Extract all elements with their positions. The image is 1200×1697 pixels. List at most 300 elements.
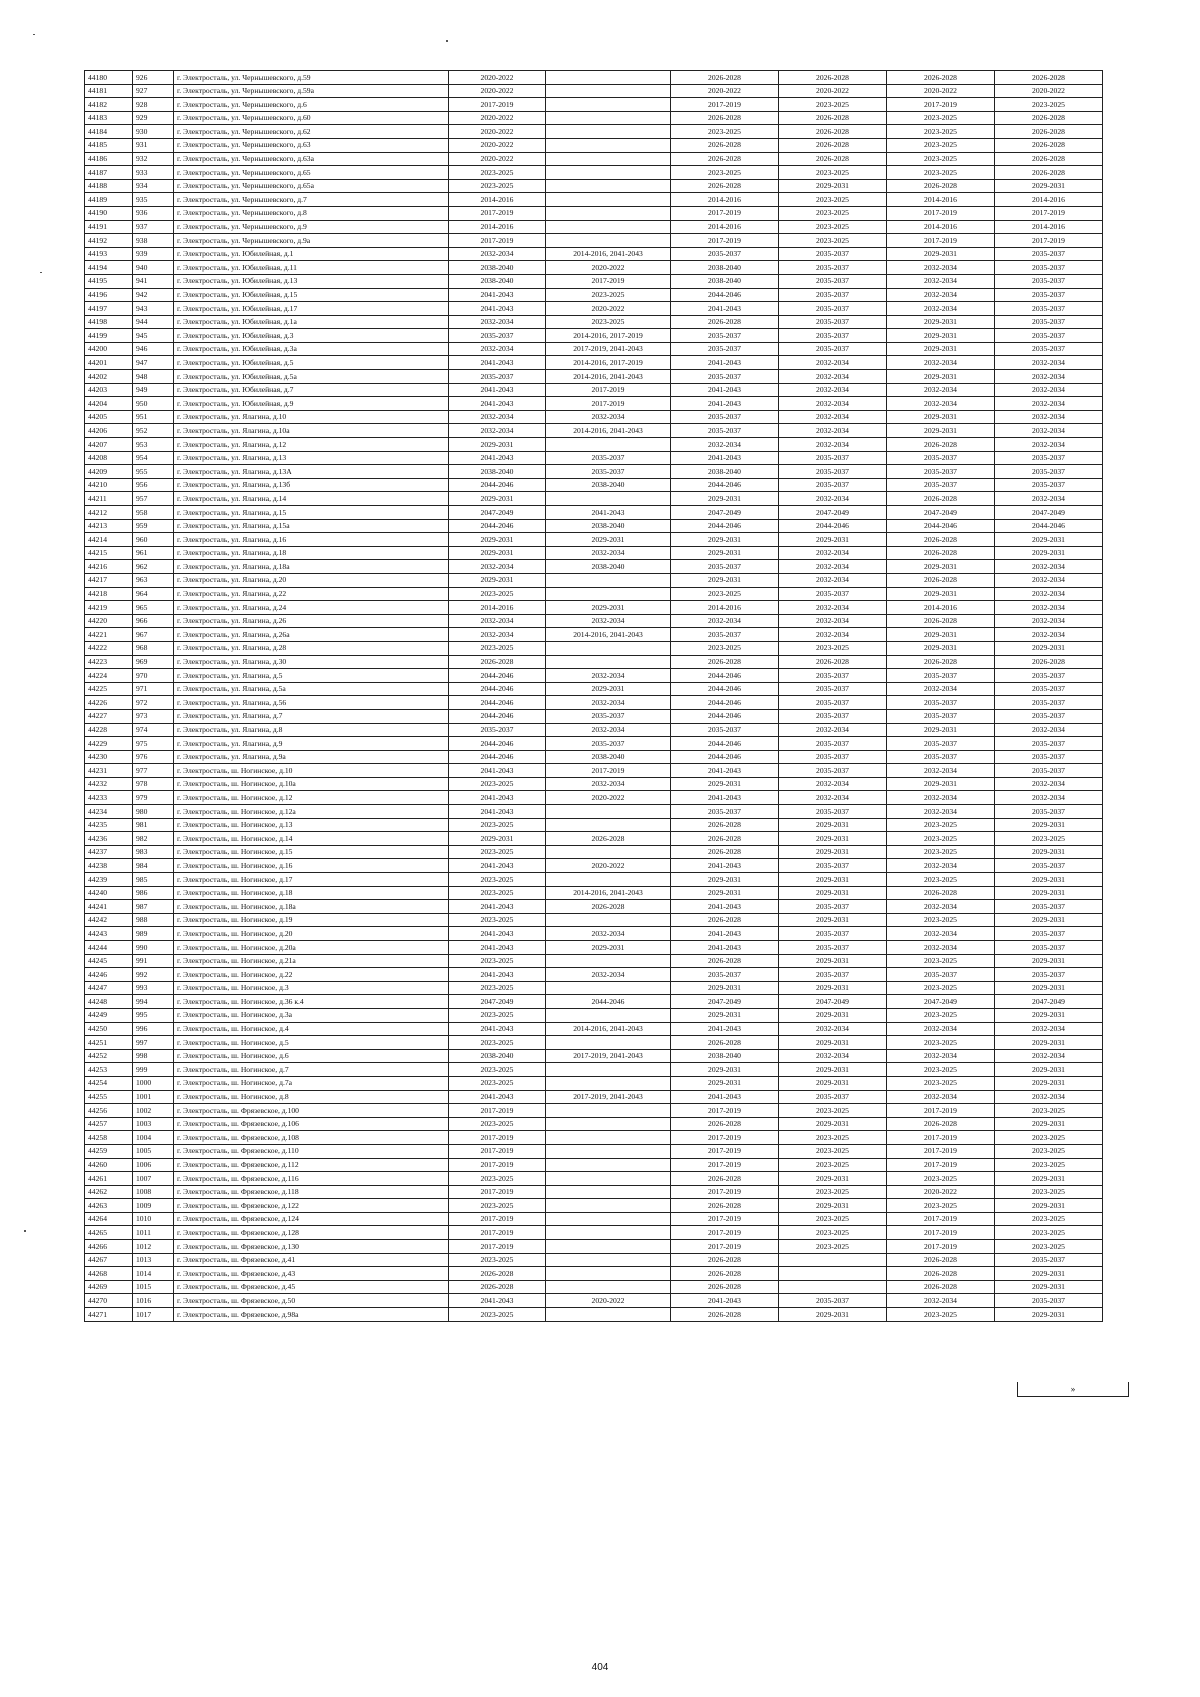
period-2-cell: 2020-2022 bbox=[546, 302, 671, 316]
period-2-cell: 2026-2028 bbox=[546, 900, 671, 914]
period-6-cell: 2029-2031 bbox=[995, 641, 1103, 655]
record-id-cell: 44207 bbox=[85, 438, 133, 452]
period-6-cell: 2026-2028 bbox=[995, 166, 1103, 180]
table-row bbox=[85, 397, 1103, 411]
period-3-cell: 2017-2019 bbox=[671, 1212, 779, 1226]
record-id-cell: 44233 bbox=[85, 791, 133, 805]
record-id-cell: 44255 bbox=[85, 1090, 133, 1104]
record-id-cell: 44224 bbox=[85, 669, 133, 683]
table-row bbox=[85, 383, 1103, 397]
period-1-cell: 2041-2043 bbox=[449, 941, 546, 955]
period-2-cell: 2020-2022 bbox=[546, 261, 671, 275]
row-number-cell: 939 bbox=[133, 247, 174, 261]
table-row bbox=[85, 723, 1103, 737]
period-6-cell: 2026-2028 bbox=[995, 111, 1103, 125]
period-5-cell: 2026-2028 bbox=[887, 1117, 995, 1131]
period-5-cell: 2032-2034 bbox=[887, 356, 995, 370]
period-5-cell: 2032-2034 bbox=[887, 1294, 995, 1308]
row-number-cell: 1005 bbox=[133, 1144, 174, 1158]
row-number-cell: 985 bbox=[133, 873, 174, 887]
period-6-cell: 2023-2025 bbox=[995, 1144, 1103, 1158]
period-1-cell: 2041-2043 bbox=[449, 900, 546, 914]
period-2-cell: 2035-2037 bbox=[546, 451, 671, 465]
period-1-cell: 2032-2034 bbox=[449, 424, 546, 438]
period-1-cell: 2017-2019 bbox=[449, 1131, 546, 1145]
period-1-cell: 2041-2043 bbox=[449, 397, 546, 411]
period-6-cell: 2035-2037 bbox=[995, 288, 1103, 302]
table-row bbox=[85, 519, 1103, 533]
period-3-cell: 2029-2031 bbox=[671, 873, 779, 887]
period-3-cell: 2044-2046 bbox=[671, 519, 779, 533]
address-cell: г. Электросталь, ул. Юбилейная, д.5 bbox=[174, 356, 449, 370]
period-4-cell: 2023-2025 bbox=[779, 1158, 887, 1172]
period-5-cell: 2035-2037 bbox=[887, 669, 995, 683]
address-cell: г. Электросталь, ул. Чернышевского, д.7 bbox=[174, 193, 449, 207]
period-4-cell: 2035-2037 bbox=[779, 737, 887, 751]
period-2-cell: 2014-2016, 2017-2019 bbox=[546, 329, 671, 343]
period-6-cell: 2029-2031 bbox=[995, 886, 1103, 900]
period-6-cell: 2023-2025 bbox=[995, 98, 1103, 112]
period-4-cell: 2032-2034 bbox=[779, 356, 887, 370]
record-id-cell: 44214 bbox=[85, 533, 133, 547]
period-1-cell: 2023-2025 bbox=[449, 1063, 546, 1077]
period-1-cell: 2041-2043 bbox=[449, 288, 546, 302]
record-id-cell: 44218 bbox=[85, 587, 133, 601]
row-number-cell: 984 bbox=[133, 859, 174, 873]
record-id-cell: 44184 bbox=[85, 125, 133, 139]
period-3-cell: 2026-2028 bbox=[671, 1117, 779, 1131]
period-4-cell: 2035-2037 bbox=[779, 288, 887, 302]
row-number-cell: 959 bbox=[133, 519, 174, 533]
period-1-cell: 2014-2016 bbox=[449, 220, 546, 234]
period-5-cell: 2023-2025 bbox=[887, 138, 995, 152]
period-5-cell: 2032-2034 bbox=[887, 859, 995, 873]
record-id-cell: 44253 bbox=[85, 1063, 133, 1077]
row-number-cell: 948 bbox=[133, 370, 174, 384]
period-3-cell: 2044-2046 bbox=[671, 288, 779, 302]
address-cell: г. Электросталь, ул. Ялагина, д.10а bbox=[174, 424, 449, 438]
period-4-cell: 2032-2034 bbox=[779, 791, 887, 805]
period-2-cell: 2035-2037 bbox=[546, 709, 671, 723]
period-1-cell: 2041-2043 bbox=[449, 791, 546, 805]
period-1-cell: 2032-2034 bbox=[449, 628, 546, 642]
period-1-cell: 2032-2034 bbox=[449, 614, 546, 628]
period-5-cell: 2029-2031 bbox=[887, 628, 995, 642]
period-3-cell: 2044-2046 bbox=[671, 696, 779, 710]
period-6-cell: 2032-2034 bbox=[995, 587, 1103, 601]
period-1-cell: 2026-2028 bbox=[449, 655, 546, 669]
period-5-cell: 2032-2034 bbox=[887, 397, 995, 411]
period-1-cell: 2023-2025 bbox=[449, 954, 546, 968]
period-4-cell: 2035-2037 bbox=[779, 274, 887, 288]
table-row bbox=[85, 1172, 1103, 1186]
period-2-cell bbox=[546, 84, 671, 98]
address-cell: г. Электросталь, ул. Ялагина, д.8 bbox=[174, 723, 449, 737]
period-1-cell: 2035-2037 bbox=[449, 329, 546, 343]
period-6-cell: 2017-2019 bbox=[995, 234, 1103, 248]
period-2-cell: 2020-2022 bbox=[546, 791, 671, 805]
period-3-cell: 2029-2031 bbox=[671, 981, 779, 995]
period-6-cell: 2026-2028 bbox=[995, 125, 1103, 139]
row-number-cell: 1016 bbox=[133, 1294, 174, 1308]
period-2-cell bbox=[546, 1131, 671, 1145]
period-4-cell: 2029-2031 bbox=[779, 179, 887, 193]
record-id-cell: 44191 bbox=[85, 220, 133, 234]
address-cell: г. Электросталь, ш. Ногинское, д.10а bbox=[174, 777, 449, 791]
period-2-cell bbox=[546, 98, 671, 112]
table-row bbox=[85, 818, 1103, 832]
row-number-cell: 932 bbox=[133, 152, 174, 166]
period-4-cell: 2026-2028 bbox=[779, 71, 887, 85]
period-4-cell: 2029-2031 bbox=[779, 1199, 887, 1213]
period-3-cell: 2029-2031 bbox=[671, 533, 779, 547]
period-4-cell: 2029-2031 bbox=[779, 533, 887, 547]
period-1-cell: 2032-2034 bbox=[449, 247, 546, 261]
period-6-cell: 2029-2031 bbox=[995, 954, 1103, 968]
row-number-cell: 934 bbox=[133, 179, 174, 193]
period-3-cell: 2029-2031 bbox=[671, 573, 779, 587]
period-6-cell: 2023-2025 bbox=[995, 1185, 1103, 1199]
period-3-cell: 2026-2028 bbox=[671, 954, 779, 968]
period-1-cell: 2023-2025 bbox=[449, 1172, 546, 1186]
period-3-cell: 2044-2046 bbox=[671, 478, 779, 492]
closing-quote-mark: » bbox=[1017, 1382, 1129, 1397]
period-1-cell: 2041-2043 bbox=[449, 859, 546, 873]
row-number-cell: 955 bbox=[133, 465, 174, 479]
period-4-cell: 2023-2025 bbox=[779, 98, 887, 112]
table-row bbox=[85, 71, 1103, 85]
period-1-cell: 2023-2025 bbox=[449, 166, 546, 180]
record-id-cell: 44251 bbox=[85, 1036, 133, 1050]
period-1-cell: 2044-2046 bbox=[449, 750, 546, 764]
address-cell: г. Электросталь, ш. Фрязевское, д.100 bbox=[174, 1104, 449, 1118]
period-5-cell: 2026-2028 bbox=[887, 438, 995, 452]
table-row bbox=[85, 777, 1103, 791]
row-number-cell: 950 bbox=[133, 397, 174, 411]
record-id-cell: 44231 bbox=[85, 764, 133, 778]
period-4-cell: 2035-2037 bbox=[779, 941, 887, 955]
period-2-cell: 2014-2016, 2041-2043 bbox=[546, 1022, 671, 1036]
table-row bbox=[85, 696, 1103, 710]
page-number: 404 bbox=[591, 1662, 609, 1673]
period-6-cell: 2029-2031 bbox=[995, 533, 1103, 547]
period-4-cell: 2035-2037 bbox=[779, 927, 887, 941]
period-4-cell bbox=[779, 1267, 887, 1281]
record-id-cell: 44206 bbox=[85, 424, 133, 438]
period-2-cell bbox=[546, 1199, 671, 1213]
period-2-cell bbox=[546, 1036, 671, 1050]
record-id-cell: 44185 bbox=[85, 138, 133, 152]
period-3-cell: 2026-2028 bbox=[671, 1308, 779, 1322]
period-3-cell: 2017-2019 bbox=[671, 1226, 779, 1240]
period-4-cell: 2029-2031 bbox=[779, 845, 887, 859]
address-cell: г. Электросталь, ш. Ногинское, д.12а bbox=[174, 805, 449, 819]
table-row bbox=[85, 234, 1103, 248]
period-1-cell: 2044-2046 bbox=[449, 696, 546, 710]
period-4-cell: 2023-2025 bbox=[779, 1104, 887, 1118]
address-cell: г. Электросталь, ш. Ногинское, д.16 bbox=[174, 859, 449, 873]
period-6-cell: 2029-2031 bbox=[995, 913, 1103, 927]
period-3-cell: 2020-2022 bbox=[671, 84, 779, 98]
period-6-cell: 2032-2034 bbox=[995, 614, 1103, 628]
table-row bbox=[85, 438, 1103, 452]
period-1-cell: 2041-2043 bbox=[449, 968, 546, 982]
table-row bbox=[85, 981, 1103, 995]
period-5-cell: 2023-2025 bbox=[887, 111, 995, 125]
record-id-cell: 44197 bbox=[85, 302, 133, 316]
period-4-cell: 2035-2037 bbox=[779, 805, 887, 819]
address-cell: г. Электросталь, ул. Чернышевского, д.63 bbox=[174, 138, 449, 152]
period-6-cell: 2035-2037 bbox=[995, 1253, 1103, 1267]
table-row bbox=[85, 641, 1103, 655]
address-cell: г. Электросталь, ул. Чернышевского, д.8 bbox=[174, 206, 449, 220]
period-6-cell: 2035-2037 bbox=[995, 750, 1103, 764]
period-3-cell: 2044-2046 bbox=[671, 669, 779, 683]
period-2-cell: 2017-2019, 2041-2043 bbox=[546, 342, 671, 356]
address-cell: г. Электросталь, ул. Ялагина, д.5а bbox=[174, 682, 449, 696]
period-6-cell: 2029-2031 bbox=[995, 1063, 1103, 1077]
address-cell: г. Электросталь, ш. Ногинское, д.18а bbox=[174, 900, 449, 914]
table-row bbox=[85, 995, 1103, 1009]
record-id-cell: 44250 bbox=[85, 1022, 133, 1036]
period-2-cell: 2029-2031 bbox=[546, 941, 671, 955]
scan-speck bbox=[24, 1230, 26, 1232]
period-6-cell: 2032-2034 bbox=[995, 723, 1103, 737]
table-row bbox=[85, 84, 1103, 98]
period-1-cell: 2023-2025 bbox=[449, 873, 546, 887]
table-row bbox=[85, 1144, 1103, 1158]
period-1-cell: 2035-2037 bbox=[449, 370, 546, 384]
address-cell: г. Электросталь, ш. Фрязевское, д.106 bbox=[174, 1117, 449, 1131]
address-cell: г. Электросталь, ул. Юбилейная, д.15 bbox=[174, 288, 449, 302]
period-4-cell: 2035-2037 bbox=[779, 329, 887, 343]
address-cell: г. Электросталь, ул. Ялагина, д.20 bbox=[174, 573, 449, 587]
period-4-cell: 2047-2049 bbox=[779, 506, 887, 520]
period-6-cell: 2029-2031 bbox=[995, 1008, 1103, 1022]
row-number-cell: 1003 bbox=[133, 1117, 174, 1131]
table-row bbox=[85, 587, 1103, 601]
row-number-cell: 952 bbox=[133, 424, 174, 438]
row-number-cell: 989 bbox=[133, 927, 174, 941]
table-row bbox=[85, 138, 1103, 152]
record-id-cell: 44180 bbox=[85, 71, 133, 85]
period-6-cell: 2035-2037 bbox=[995, 478, 1103, 492]
table-row bbox=[85, 1022, 1103, 1036]
address-cell: г. Электросталь, ул. Ялагина, д.9а bbox=[174, 750, 449, 764]
period-1-cell: 2044-2046 bbox=[449, 519, 546, 533]
row-number-cell: 987 bbox=[133, 900, 174, 914]
address-cell: г. Электросталь, ш. Ногинское, д.13 bbox=[174, 818, 449, 832]
table-row bbox=[85, 465, 1103, 479]
row-number-cell: 1011 bbox=[133, 1226, 174, 1240]
period-2-cell: 2020-2022 bbox=[546, 1294, 671, 1308]
period-5-cell: 2032-2034 bbox=[887, 764, 995, 778]
row-number-cell: 980 bbox=[133, 805, 174, 819]
period-1-cell: 2014-2016 bbox=[449, 193, 546, 207]
period-2-cell bbox=[546, 873, 671, 887]
address-cell: г. Электросталь, ш. Фрязевское, д.110 bbox=[174, 1144, 449, 1158]
period-4-cell: 2023-2025 bbox=[779, 1226, 887, 1240]
period-3-cell: 2017-2019 bbox=[671, 1131, 779, 1145]
table-row bbox=[85, 1267, 1103, 1281]
record-id-cell: 44199 bbox=[85, 329, 133, 343]
period-5-cell: 2017-2019 bbox=[887, 98, 995, 112]
record-id-cell: 44262 bbox=[85, 1185, 133, 1199]
period-2-cell bbox=[546, 1172, 671, 1186]
period-6-cell: 2035-2037 bbox=[995, 682, 1103, 696]
record-id-cell: 44259 bbox=[85, 1144, 133, 1158]
table-row bbox=[85, 506, 1103, 520]
table-row bbox=[85, 886, 1103, 900]
address-cell: г. Электросталь, ш. Фрязевское, д.128 bbox=[174, 1226, 449, 1240]
table-row bbox=[85, 1308, 1103, 1322]
row-number-cell: 1012 bbox=[133, 1240, 174, 1254]
record-id-cell: 44252 bbox=[85, 1049, 133, 1063]
period-3-cell: 2026-2028 bbox=[671, 845, 779, 859]
period-2-cell bbox=[546, 1104, 671, 1118]
record-id-cell: 44203 bbox=[85, 383, 133, 397]
table-row bbox=[85, 261, 1103, 275]
record-id-cell: 44198 bbox=[85, 315, 133, 329]
period-2-cell bbox=[546, 1008, 671, 1022]
scan-speck bbox=[40, 272, 42, 273]
period-1-cell: 2017-2019 bbox=[449, 1185, 546, 1199]
period-2-cell: 2038-2040 bbox=[546, 750, 671, 764]
period-5-cell: 2032-2034 bbox=[887, 791, 995, 805]
table-row bbox=[85, 737, 1103, 751]
period-2-cell: 2032-2034 bbox=[546, 614, 671, 628]
row-number-cell: 975 bbox=[133, 737, 174, 751]
period-1-cell: 2041-2043 bbox=[449, 805, 546, 819]
period-1-cell: 2020-2022 bbox=[449, 152, 546, 166]
period-4-cell: 2032-2034 bbox=[779, 546, 887, 560]
period-1-cell: 2023-2025 bbox=[449, 1308, 546, 1322]
period-1-cell: 2038-2040 bbox=[449, 1049, 546, 1063]
record-id-cell: 44181 bbox=[85, 84, 133, 98]
period-2-cell bbox=[546, 125, 671, 139]
period-1-cell: 2023-2025 bbox=[449, 1253, 546, 1267]
housing-register-table bbox=[84, 70, 1103, 1322]
period-3-cell: 2026-2028 bbox=[671, 111, 779, 125]
period-6-cell: 2029-2031 bbox=[995, 1308, 1103, 1322]
row-number-cell: 953 bbox=[133, 438, 174, 452]
row-number-cell: 1006 bbox=[133, 1158, 174, 1172]
record-id-cell: 44268 bbox=[85, 1267, 133, 1281]
period-2-cell bbox=[546, 1144, 671, 1158]
table-row bbox=[85, 451, 1103, 465]
period-4-cell: 2029-2031 bbox=[779, 913, 887, 927]
address-cell: г. Электросталь, ул. Ялагина, д.56 bbox=[174, 696, 449, 710]
period-6-cell: 2029-2031 bbox=[995, 1267, 1103, 1281]
address-cell: г. Электросталь, ул. Ялагина, д.26а bbox=[174, 628, 449, 642]
record-id-cell: 44227 bbox=[85, 709, 133, 723]
table-row bbox=[85, 1199, 1103, 1213]
address-cell: г. Электросталь, ш. Ногинское, д.7а bbox=[174, 1076, 449, 1090]
address-cell: г. Электросталь, ул. Ялагина, д.18 bbox=[174, 546, 449, 560]
period-2-cell bbox=[546, 1226, 671, 1240]
record-id-cell: 44210 bbox=[85, 478, 133, 492]
period-4-cell: 2026-2028 bbox=[779, 111, 887, 125]
period-1-cell: 2029-2031 bbox=[449, 438, 546, 452]
record-id-cell: 44186 bbox=[85, 152, 133, 166]
period-4-cell: 2035-2037 bbox=[779, 709, 887, 723]
period-3-cell: 2017-2019 bbox=[671, 98, 779, 112]
period-5-cell: 2032-2034 bbox=[887, 1022, 995, 1036]
period-2-cell: 2014-2016, 2041-2043 bbox=[546, 370, 671, 384]
period-2-cell: 2044-2046 bbox=[546, 995, 671, 1009]
period-5-cell: 2026-2028 bbox=[887, 179, 995, 193]
period-1-cell: 2023-2025 bbox=[449, 1036, 546, 1050]
period-2-cell: 2032-2034 bbox=[546, 777, 671, 791]
period-4-cell: 2035-2037 bbox=[779, 247, 887, 261]
period-5-cell: 2023-2025 bbox=[887, 873, 995, 887]
period-6-cell: 2032-2034 bbox=[995, 383, 1103, 397]
period-3-cell: 2017-2019 bbox=[671, 234, 779, 248]
period-3-cell: 2014-2016 bbox=[671, 220, 779, 234]
period-4-cell: 2035-2037 bbox=[779, 669, 887, 683]
period-5-cell: 2032-2034 bbox=[887, 274, 995, 288]
table-row bbox=[85, 1158, 1103, 1172]
table-row bbox=[85, 709, 1103, 723]
period-6-cell: 2035-2037 bbox=[995, 696, 1103, 710]
period-6-cell: 2047-2049 bbox=[995, 995, 1103, 1009]
period-2-cell bbox=[546, 805, 671, 819]
period-4-cell: 2023-2025 bbox=[779, 166, 887, 180]
period-4-cell: 2029-2031 bbox=[779, 832, 887, 846]
record-id-cell: 44229 bbox=[85, 737, 133, 751]
period-2-cell bbox=[546, 1185, 671, 1199]
row-number-cell: 990 bbox=[133, 941, 174, 955]
period-5-cell: 2017-2019 bbox=[887, 1212, 995, 1226]
period-2-cell: 2029-2031 bbox=[546, 533, 671, 547]
record-id-cell: 44263 bbox=[85, 1199, 133, 1213]
period-6-cell: 2032-2034 bbox=[995, 791, 1103, 805]
period-1-cell: 2032-2034 bbox=[449, 410, 546, 424]
period-4-cell: 2029-2031 bbox=[779, 873, 887, 887]
row-number-cell: 962 bbox=[133, 560, 174, 574]
period-6-cell: 2035-2037 bbox=[995, 274, 1103, 288]
period-5-cell: 2029-2031 bbox=[887, 370, 995, 384]
table-row bbox=[85, 125, 1103, 139]
address-cell: г. Электросталь, ш. Фрязевское, д.116 bbox=[174, 1172, 449, 1186]
period-3-cell: 2026-2028 bbox=[671, 1199, 779, 1213]
table-row bbox=[85, 859, 1103, 873]
period-1-cell: 2029-2031 bbox=[449, 546, 546, 560]
period-1-cell: 2017-2019 bbox=[449, 98, 546, 112]
row-number-cell: 943 bbox=[133, 302, 174, 316]
period-3-cell: 2023-2025 bbox=[671, 641, 779, 655]
period-6-cell: 2032-2034 bbox=[995, 438, 1103, 452]
period-2-cell: 2023-2025 bbox=[546, 288, 671, 302]
period-4-cell: 2035-2037 bbox=[779, 315, 887, 329]
period-6-cell: 2023-2025 bbox=[995, 832, 1103, 846]
period-5-cell: 2029-2031 bbox=[887, 424, 995, 438]
period-3-cell: 2047-2049 bbox=[671, 506, 779, 520]
period-6-cell: 2032-2034 bbox=[995, 573, 1103, 587]
period-1-cell: 2044-2046 bbox=[449, 669, 546, 683]
period-1-cell: 2023-2025 bbox=[449, 981, 546, 995]
period-3-cell: 2017-2019 bbox=[671, 1240, 779, 1254]
row-number-cell: 1015 bbox=[133, 1280, 174, 1294]
period-2-cell bbox=[546, 1308, 671, 1322]
period-1-cell: 2020-2022 bbox=[449, 71, 546, 85]
period-6-cell: 2035-2037 bbox=[995, 968, 1103, 982]
address-cell: г. Электросталь, ул. Ялагина, д.24 bbox=[174, 601, 449, 615]
period-2-cell: 2032-2034 bbox=[546, 546, 671, 560]
period-6-cell: 2029-2031 bbox=[995, 1117, 1103, 1131]
period-2-cell: 2017-2019, 2041-2043 bbox=[546, 1049, 671, 1063]
period-6-cell: 2029-2031 bbox=[995, 981, 1103, 995]
